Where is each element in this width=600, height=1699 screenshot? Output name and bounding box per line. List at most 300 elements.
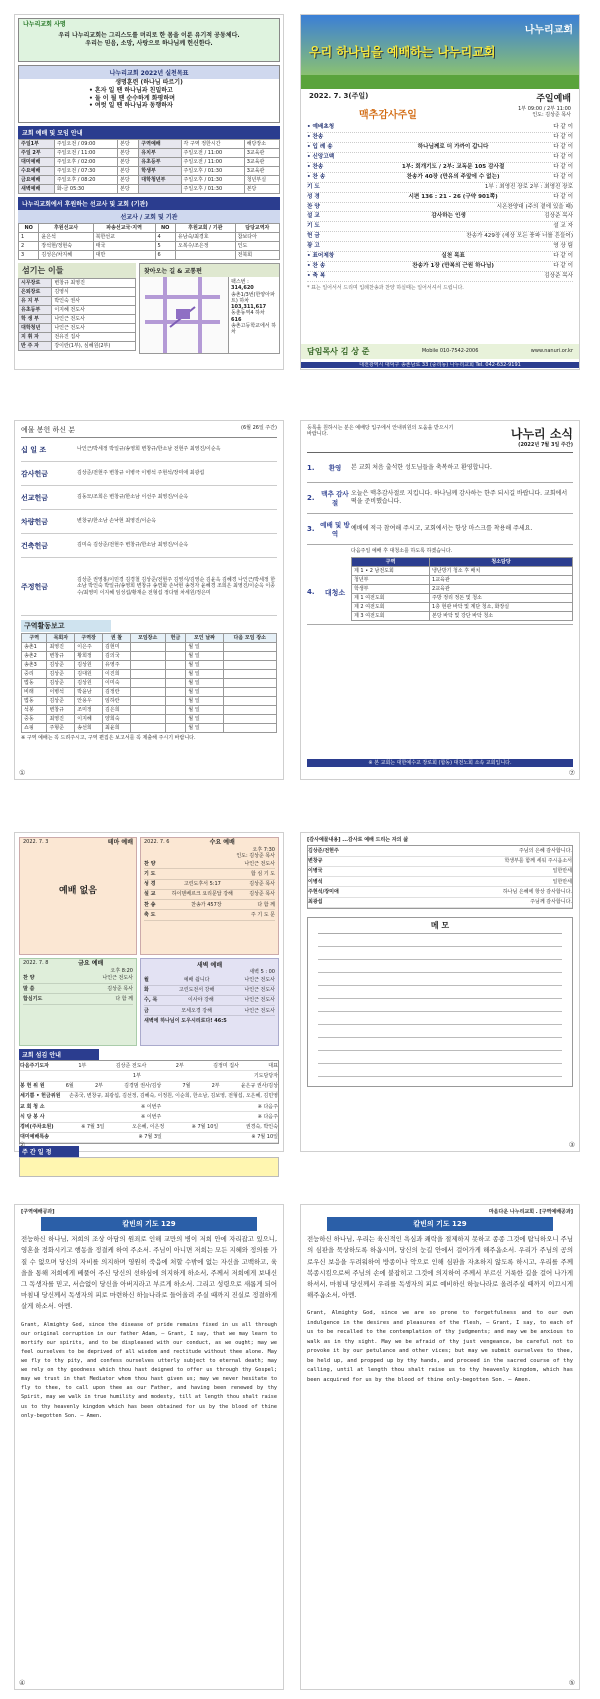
order-cell: 설 교 xyxy=(307,213,320,220)
order-cell: 다 같 이 xyxy=(553,193,573,200)
mission-cell: 유남숙/최경호 xyxy=(175,233,235,242)
mission-row xyxy=(19,233,280,242)
clean-row xyxy=(352,593,573,602)
order-item xyxy=(307,252,573,262)
staff-row xyxy=(19,342,136,351)
fri2-row-cell: 다 함 께 xyxy=(115,995,133,1002)
order-cell: • 찬 송 xyxy=(307,263,326,270)
order-item xyxy=(307,262,573,272)
group-cell xyxy=(130,643,165,652)
fri-none: 예배 없음 xyxy=(59,885,97,896)
map-info-7: 송촌고등학교에서 하차 xyxy=(231,322,277,335)
group-cell xyxy=(223,652,276,661)
staff-cell: 학 생 부 xyxy=(19,315,52,324)
order-item xyxy=(307,222,573,232)
offering-label: 차량헌금 xyxy=(21,517,49,526)
map-info-4: 103,311,617 xyxy=(231,304,267,310)
dawn-title: 새벽 예배 xyxy=(196,962,223,969)
serve-row-cell: 7월 xyxy=(182,1083,191,1089)
fri2-row-cell: 나인근 전도사 xyxy=(102,975,133,982)
worship-cell: 주일오후 / 08:20 xyxy=(54,176,117,185)
wed-row-cell: 주 기 도 문 xyxy=(250,911,275,918)
left-tag: [구역예배공과] xyxy=(21,1209,55,1215)
page-4-left xyxy=(14,1204,284,1690)
group-cell xyxy=(223,697,276,706)
mission-support-table xyxy=(18,223,280,260)
order-item xyxy=(307,242,573,252)
order-cell: • 찬 송 xyxy=(307,173,326,180)
wed-order xyxy=(144,859,275,921)
order-cell: 다 같 이 xyxy=(553,263,573,270)
wed-row-cell: 설 교 xyxy=(144,891,156,898)
left-prayer-korean: 전능하신 하나님, 저희의 조상 아담의 원죄로 인해 교만의 병이 저희 안에 자리잡고 있으니, 영혼을 정화시키고 행동을 정결케 하여 주소서. 주님이 아니면 저희는 모든 지혜와 정의를 가질 수 없으며 당신의 자비를 의지하며 영원히 죽음에 처할 수밖에 없는 자신을 고백하고, 육을을 통해 저희에게 베풀어 주신 당신의 선하심에 의지하게 하소서, 주께서 저희에게 보내신 그 독생자를 믿고, 서슴없이 당신을 아버지라고 부르게 하소서. 그리고 성령으로 새롭게 되어 마침내 당신께서 독생자의 피로 마련하신 하늘나라로 들어올려 주실 때까지 진실로 정결하게 살게 하소서. 아멘. xyxy=(21,1235,277,1311)
offering-names: 김상준 권영홍/이민경 김경철 김상준/전현주 김영식/김영순 김윤옥 김혜경 나인근/박세정 한소남 박인숙 박일규/송영희 변창규 송연화 손낙현 송정자 윤혜경 조희은 최영진/이순옥 이종수/최영미 이지혜 임성섭/황재순 전형섭 정다필 차세원/정은미 xyxy=(77,577,276,596)
worship-cell xyxy=(139,185,181,194)
worship-cell: 주일오후 / 01:30 xyxy=(181,167,244,176)
group-cell: 김은희 xyxy=(103,706,131,715)
order-cell: 다 같 이 xyxy=(553,133,573,140)
dawn-row-cell: 이사야 강해 xyxy=(187,997,214,1004)
staff-row xyxy=(19,279,136,288)
church-name: 나누리교회 xyxy=(524,25,573,36)
page-number-1: ① xyxy=(19,769,26,777)
group-cell xyxy=(130,688,165,697)
offering-date: (6월 26일 주간) xyxy=(241,425,277,431)
mission-support-box xyxy=(18,197,280,260)
page-number-6: ⑤ xyxy=(568,1679,575,1687)
dawn-row xyxy=(144,975,275,985)
order-item xyxy=(307,183,573,193)
wed-row-cell: 하이덴베르크 요리문답 강해 xyxy=(171,891,233,898)
offering-label: 선교헌금 xyxy=(21,493,49,502)
pastor-line: 담임목사 김 상 준 xyxy=(307,347,370,356)
order-cell: • 찬송 xyxy=(307,133,324,140)
group-row xyxy=(22,643,277,652)
order-cell: 1부 : 최영진 장로 2부 : 최영진 장로 xyxy=(484,183,573,190)
worship-cell: 새벽예배 xyxy=(19,185,55,194)
clean-cell: 본당 바닥 및 강단 바닥 청소 xyxy=(430,611,573,620)
prayer-row xyxy=(308,867,572,877)
fri2-title: 금요 예배 xyxy=(78,960,104,967)
news-item-4 xyxy=(307,545,573,624)
staff-cell: 강이란(1부), 심혜원(2부) xyxy=(52,342,136,351)
serve-row-cell: ※ 7월 3일 xyxy=(138,1134,162,1141)
group-cell: 월 일 xyxy=(186,652,223,661)
group-cell xyxy=(165,643,186,652)
serve-row-cell: 김상준 전도사 xyxy=(115,1062,147,1069)
memo-box xyxy=(307,917,573,1087)
mission-head-cell: NO xyxy=(19,224,39,233)
group-cell: 법동 xyxy=(22,697,47,706)
memo-lines xyxy=(318,934,562,1077)
serve-row xyxy=(20,1082,278,1092)
clean-cell: 제 1 여전도회 xyxy=(352,593,430,602)
group-cell: 월 일 xyxy=(186,661,223,670)
order-cell: 영 상 팀 xyxy=(553,243,573,250)
serve-row-cell: 2부 xyxy=(175,1062,184,1069)
order-cell: 기 도 xyxy=(307,223,320,230)
goal-sub: 생명훈련 (하나님 따르기) xyxy=(115,79,183,86)
order-cell: 다 같 이 xyxy=(553,173,573,180)
order-item xyxy=(307,272,573,282)
group-head-cell: 권 찰 xyxy=(103,634,131,643)
order-cell: 김상준 목사 xyxy=(544,273,573,280)
clean-cell: 1교육관 xyxy=(430,575,573,584)
serve-row-cell: 2부 xyxy=(94,1083,103,1089)
clean-row xyxy=(352,611,573,620)
staff-cell: 대학청년 xyxy=(19,324,52,333)
map-title: 찾아오는 길 & 교통편 xyxy=(140,264,279,277)
worship-cell: 본당 xyxy=(118,185,139,194)
group-head-cell: 다음 모임 장소 xyxy=(223,634,276,643)
serve-row-cell: ※ 다음주 xyxy=(257,1113,278,1120)
group-cell xyxy=(223,715,276,724)
mission-cell: 2 xyxy=(19,242,39,251)
fri2-row xyxy=(23,994,133,1004)
order-item xyxy=(307,173,573,183)
news-label: 맥추 감사절 xyxy=(321,490,349,508)
page-number-4: ③ xyxy=(568,1141,575,1149)
group-cell: 최영진 xyxy=(47,715,75,724)
mission-cell: 4 xyxy=(155,233,175,242)
order-cell: 감사하는 인생 xyxy=(431,213,466,220)
mission-head-cell: 후원선교사 xyxy=(39,224,93,233)
clean-row xyxy=(352,575,573,584)
group-row xyxy=(22,652,277,661)
group-head-cell: 구역 xyxy=(22,634,47,643)
serve-table xyxy=(19,1060,279,1144)
group-cell xyxy=(165,670,186,679)
page-number-3: ② xyxy=(19,1141,26,1149)
worship-cell: 금요예배 xyxy=(19,176,55,185)
prayer-title: [감사예물내용] ...감사로 예배 드리는 자의 삶 xyxy=(307,837,409,843)
prayer-row-cell: 변창규 xyxy=(308,858,323,864)
bulletin-date: 2022. 7. 3(주일) xyxy=(309,92,369,100)
dawn-row xyxy=(144,986,275,996)
wed-row-cell: 김상준 목사 xyxy=(249,881,275,887)
group-cell: 주형준 xyxy=(47,724,75,733)
group-cell: 양희숙 xyxy=(103,715,131,724)
serve-row-cell: ※ 7월 10일 xyxy=(251,1134,278,1141)
page-1-right xyxy=(300,14,580,370)
worship-cell: 본당 xyxy=(118,158,139,167)
mission-head-cell: 파송선교국·지역 xyxy=(93,224,155,233)
order-cell: 찬송가 1장 (만복의 근원 하나님) xyxy=(412,263,494,270)
clean-intro: 다음주일 예배 후 대청소를 하도록 하겠습니다. xyxy=(351,548,453,555)
group-cell xyxy=(223,679,276,688)
prayer-row-cell: 주현석/장미애 xyxy=(308,888,339,895)
offering-names: 나인근/박세정 박일규/송영희 변창규/한소남 전현주 최영진/이순옥 xyxy=(77,446,221,453)
group-cell: 황희정 xyxy=(75,652,103,661)
staff-row xyxy=(19,288,136,297)
mission-row xyxy=(19,242,280,251)
page-number-5: ④ xyxy=(19,1679,26,1687)
order-cell: 김상준 목사 xyxy=(544,213,573,220)
worship-row xyxy=(19,140,280,149)
serve-title: 교회 섬김 안내 xyxy=(19,1049,99,1060)
order-cell: 실천 목표 xyxy=(441,253,465,260)
fri2-row-cell: 말 씀 xyxy=(23,985,35,992)
staff-row xyxy=(19,297,136,306)
service-theme: 맥추감사주일 xyxy=(359,110,417,121)
fri-title: 테마 예배 xyxy=(107,839,133,846)
mission-cell: 김성은/차지혜 xyxy=(39,251,93,260)
serve-row-cell: 1부 xyxy=(78,1062,87,1069)
serve-row-cell: 기도담당자 xyxy=(253,1072,278,1079)
goal-3: • 여럿 일 땐 하나님과 동행하자 xyxy=(89,102,173,110)
group-cell xyxy=(165,724,186,733)
group-cell xyxy=(165,661,186,670)
map-info-3: 송촌1/3번(한양아파트) 하차 xyxy=(231,291,275,304)
clean-head-cell: 구역 xyxy=(352,557,430,566)
group-cell xyxy=(130,724,165,733)
dawn-time: 새벽 5 : 00 xyxy=(249,969,275,975)
order-item xyxy=(307,232,573,242)
mission-title: 나누리교회 사명 xyxy=(23,21,66,28)
group-cell: 안용우 xyxy=(75,697,103,706)
order-cell: • 표어제창 xyxy=(307,253,335,260)
group-cell: 김상준 xyxy=(47,679,75,688)
serve-row xyxy=(20,1123,278,1133)
mission-head-cell: 담당교역자 xyxy=(235,224,279,233)
group-cell: 월 일 xyxy=(186,670,223,679)
staff-title: 섬기는 이들 xyxy=(18,263,136,278)
group-cell: 월 일 xyxy=(186,706,223,715)
page-2-right xyxy=(300,420,580,780)
order-cell: • 예배초청 xyxy=(307,124,335,130)
serve-row-cell: 봉 헌 위 원 xyxy=(20,1083,45,1089)
fri2-row-cell: 합심기도 xyxy=(23,995,43,1002)
order-cell: 1부: 회개기도 / 2부: 교독문 105 감사절 xyxy=(401,163,505,170)
order-cell: 다 같 이 xyxy=(553,124,573,130)
worship-cell: 주일 2부 xyxy=(19,149,55,158)
worship-cell: 본당 xyxy=(118,167,139,176)
serve-row-cell: 1부 xyxy=(132,1072,141,1079)
serve-row-cell: 대미예배특송 xyxy=(20,1134,49,1141)
worship-cell: 주일오전 / 11:00 xyxy=(181,158,244,167)
worship-cell: 본당 xyxy=(118,140,139,149)
memo-title: 메 모 xyxy=(318,920,562,934)
wed-row xyxy=(144,859,275,869)
dawn-row-cell: 모세오경 강해 xyxy=(181,1007,212,1014)
mission-support-title: 나누리교회에서 후원하는 선교사 및 교회 (기관) xyxy=(18,197,280,210)
wed-row-cell: 고린도후서 5:17 xyxy=(183,881,221,887)
wed-row-cell: 찬 양 xyxy=(144,860,156,867)
weekly-title: 주 간 일 정 xyxy=(19,1146,79,1157)
worship-cell: 학생부 xyxy=(139,167,181,176)
serve-row-cell: ※ 7월 10일 xyxy=(191,1124,219,1130)
worship-cell: 3교육관 xyxy=(244,158,279,167)
news-num: 2. xyxy=(307,494,315,503)
worship-row xyxy=(19,185,280,194)
prayer-row-cell: 이병국 xyxy=(308,868,323,875)
serve-row xyxy=(20,1092,278,1102)
worship-cell: 주일오후 / 02:00 xyxy=(54,158,117,167)
wed-row xyxy=(144,880,275,890)
group-cell xyxy=(130,706,165,715)
group-cell xyxy=(165,652,186,661)
serve-row xyxy=(20,1071,278,1081)
worship-cell: 해당장소 xyxy=(244,140,279,149)
dawn-row-cell: 월 xyxy=(144,976,149,983)
map-illustration xyxy=(140,277,228,353)
serve-row-cell: ※ 이번주 xyxy=(140,1113,162,1120)
dawn-row-cell: 나인근 전도사 xyxy=(244,987,275,993)
mission-support-sub: 선교사 / 교회 및 기관 xyxy=(18,210,280,223)
page2-footer: ※ 본 교회는 대한예수교 장로회 (합동) 대전노회 소속 교회입니다. xyxy=(307,759,573,767)
worship-cell: 수요예배 xyxy=(19,167,55,176)
wed-title: 수요 예배 xyxy=(209,839,235,846)
offering-label: 주정헌금 xyxy=(21,582,49,591)
news-item xyxy=(307,483,573,514)
serve-row-cell: 2부 xyxy=(211,1083,220,1089)
mission-cell: 인도 xyxy=(235,242,279,251)
group-row xyxy=(22,688,277,697)
map-info-6: 616 xyxy=(231,316,242,323)
group-cell: 월 일 xyxy=(186,724,223,733)
wed-row-cell: 성 경 xyxy=(144,881,156,887)
map-info-2: 314,620 xyxy=(231,285,254,292)
worship-cell: 각 구역 정한시간 xyxy=(181,140,244,149)
service-time: 1부 09:00 / 2부 11:00 xyxy=(518,106,571,112)
worship-cell: 주일오후 / 01:30 xyxy=(181,176,244,185)
offering-item xyxy=(21,510,277,534)
group-cell: 월 일 xyxy=(186,715,223,724)
staff-cell: 지 휘 자 xyxy=(19,333,52,342)
order-item xyxy=(307,143,573,153)
prayer-row-cell: 일한만세 xyxy=(552,868,572,875)
offering-item xyxy=(21,558,277,616)
group-cell xyxy=(223,643,276,652)
mission-line-1: 우리 나누리교회는 그리스도를 머리로 한 몸을 이룬 유기적 공동체다. xyxy=(58,31,240,39)
group-head-cell: 모임장소 xyxy=(130,634,165,643)
clean-cell: 주방 정리 정돈 및 청소 xyxy=(430,593,573,602)
dawn-row-cell: 화 xyxy=(144,987,149,993)
map-info-1: 팩스번 : xyxy=(231,279,249,285)
clean-head-cell: 청소담당 xyxy=(430,557,573,566)
group-head-cell: 헌금 xyxy=(165,634,186,643)
staff-cell: 반 주 자 xyxy=(19,342,52,351)
left-prayer-title: 칼빈의 기도 129 xyxy=(41,1217,257,1231)
wed-row-cell: 찬송가 457장 xyxy=(191,901,222,908)
church-website: www.nanuri.or.kr xyxy=(530,348,573,355)
group-cell: 김대원 xyxy=(75,670,103,679)
staff-cell: 시무장로 xyxy=(19,279,52,288)
wed-row-cell: 찬 송 xyxy=(144,901,156,908)
mission-cell: 6 xyxy=(155,251,175,260)
clean-num: 4. xyxy=(307,588,315,597)
group-cell: 법동 xyxy=(22,679,47,688)
clean-cell: 2교육관 xyxy=(430,584,573,593)
group-cell: 최윤희 xyxy=(103,724,131,733)
group-head-cell: 목회자 xyxy=(47,634,75,643)
page-2-left xyxy=(14,420,284,780)
worship-cell: 본당 xyxy=(118,149,139,158)
offering-label: 건축헌금 xyxy=(21,541,49,550)
serve-row-cell: ※ 이번주 xyxy=(140,1103,162,1110)
mission-box xyxy=(18,18,280,62)
dawn-order xyxy=(144,975,275,1016)
fri-date: 2022. 7. 3 xyxy=(23,839,49,845)
dawn-row-cell: 예배 쉽니다 xyxy=(183,976,210,983)
staff-row xyxy=(19,324,136,333)
serve-row-cell: 오은혜, 이은정 xyxy=(132,1124,165,1130)
fri2-row-cell: 김상준 목사 xyxy=(107,985,133,992)
news-body: 예배에 적극 참여해 주시고, 교회에서는 항상 마스크를 착용해 주세요. xyxy=(351,525,533,533)
fri2-row xyxy=(23,974,133,984)
clean-cell: 냉난방기 청소 후 배치 xyxy=(430,566,573,575)
map-info-5: 동춘동역4 하차 xyxy=(231,310,265,317)
offering-names: 김동모/조희은 변창규/한소남 이선주 최영진/이순옥 xyxy=(77,494,189,501)
prayer-row-cell: 하나님 은혜에 항상 감사합니다. xyxy=(502,888,572,895)
right-tag: 마음다운 나누리교회 . [구역예배공과] xyxy=(488,1209,573,1215)
news-list xyxy=(307,452,573,545)
staff-cell: 나인근 전도사 xyxy=(52,315,136,324)
mission-cell: 장석현/정현숙 xyxy=(39,242,93,251)
mission-cell: 전북회 xyxy=(235,251,279,260)
wed-row-cell: 나인근 전도사 xyxy=(244,860,275,867)
order-cell: 성 경 xyxy=(307,193,320,200)
clean-row xyxy=(352,566,573,575)
wed-row-cell: 다 함 께 xyxy=(257,901,275,908)
wed-row xyxy=(144,900,275,910)
prayer-row xyxy=(308,877,572,887)
order-item xyxy=(307,212,573,222)
worship-row xyxy=(19,167,280,176)
group-cell: 최영진 xyxy=(47,643,75,652)
group-cell: 이진희 xyxy=(103,670,131,679)
dawn-row-cell: 나인근 전도사 xyxy=(244,976,275,983)
worship-row xyxy=(19,149,280,158)
group-cell xyxy=(130,715,165,724)
news-date: (2022년 7월 3일 주간) xyxy=(518,442,573,448)
order-cell: 설 교 자 xyxy=(553,223,573,230)
group-cell xyxy=(223,688,276,697)
clean-label: 대청소 xyxy=(324,589,346,598)
order-cell: 다 같 이 xyxy=(553,153,573,160)
group-cell: 이미숙 xyxy=(103,679,131,688)
serve-row-cell: 손종국, 변창규, 최광섭, 김선정, 김혜숙, 이정원, 이순희, 한소남, 김보영, 전형섭, 오은혜, 김민영 xyxy=(69,1093,278,1100)
offering-item xyxy=(21,462,277,486)
mission-cell: 3 xyxy=(19,251,39,260)
staff-cell: 박인숙 권사 xyxy=(52,297,136,306)
right-prayer-korean: 전능하신 하나님, 우리는 육신적인 욕심과 쾌락을 절제하지 못하고 종종 그것에 탐닉하오니 주님의 심판을 묵상하도록 하옵시며, 당신의 눈길 안에서 걸어가게 해주옵소서. 우리가 주님의 공의로우신 보응을 두려워하여 방종이나 악으로 인해 심판을 자초하지 않도록 하시고, 우리를 주께 복종시킴으로써 주님의 손에 붙잡히고 그것에 의지하여 주께서 부르신 거룩한 길을 걸어 나가게 하셔서, 마침내 당신께서 우리를 독생자의 피로 예비하신 하늘나라로 올려주실 때까지 이끄시게 해주옵소서, 아멘. xyxy=(307,1235,573,1300)
serve-row xyxy=(20,1061,278,1071)
serve-row-cell: 식 당 봉 사 xyxy=(20,1113,45,1120)
prayer-row xyxy=(308,887,572,897)
serve-row xyxy=(20,1112,278,1122)
serve-row-cell: 대표 xyxy=(268,1062,278,1069)
prayer-row xyxy=(308,898,572,908)
mission-cell: 태국 xyxy=(93,242,155,251)
group-cell: 김상준 xyxy=(47,697,75,706)
order-cell: • 축 복 xyxy=(307,273,326,280)
group-cell: 유영주 xyxy=(103,661,131,670)
wed-row xyxy=(144,869,275,879)
clean-cell: 제 3 여전도회 xyxy=(352,611,430,620)
order-cell: • 신앙고백 xyxy=(307,153,335,160)
serve-row-cell: 교 회 청 소 xyxy=(20,1103,45,1110)
worship-table xyxy=(18,139,280,194)
news-label: 환영 xyxy=(328,464,342,473)
group-cell xyxy=(130,661,165,670)
serve-row-cell: 김경범 권사/김상 xyxy=(124,1083,162,1089)
page-3-right xyxy=(300,832,580,1152)
group-cell: 중동 xyxy=(22,715,47,724)
offering-item xyxy=(21,534,277,558)
group-cell xyxy=(165,697,186,706)
order-cell: • 찬송 xyxy=(307,163,324,170)
